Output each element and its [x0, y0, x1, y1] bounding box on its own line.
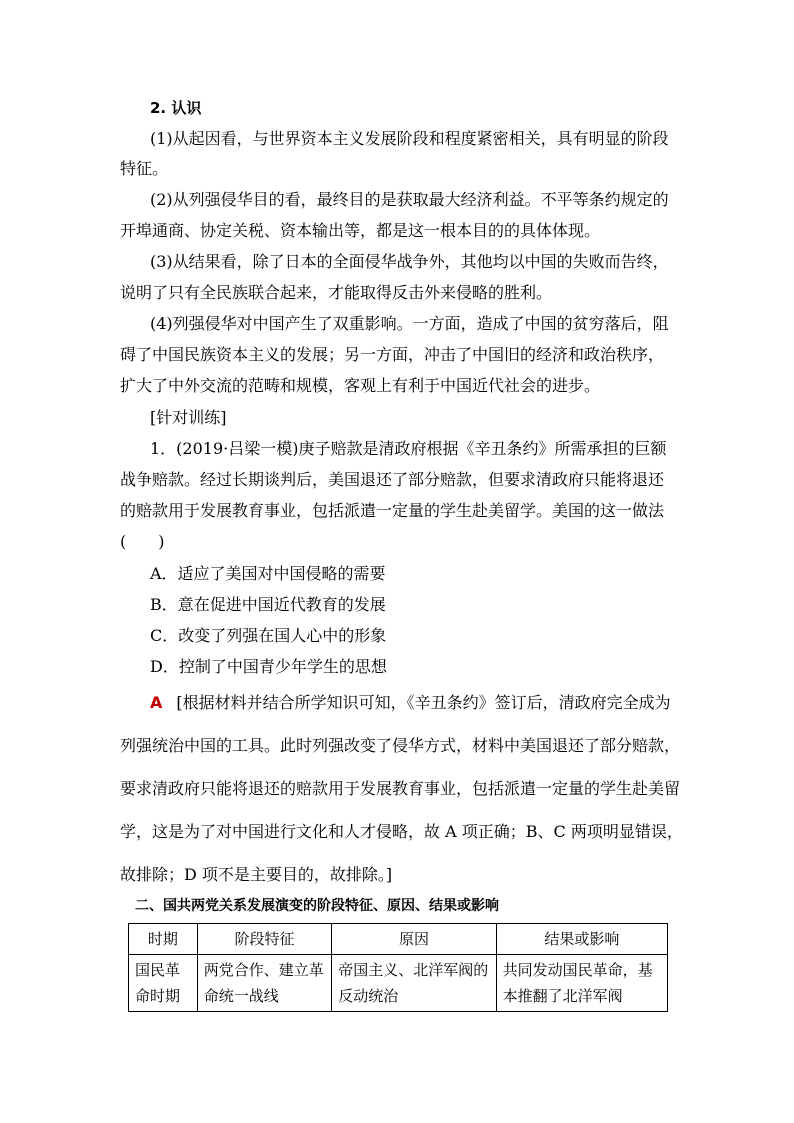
- header-cause: 原因: [332, 924, 496, 955]
- point-3-line-2: 说明了只有全民族联合起来，才能取得反击外来侵略的胜利。: [120, 283, 553, 302]
- point-2-line-1: (2)从列强侵华目的看，最终目的是获取最大经济利益。不平等条约规定的: [150, 190, 669, 209]
- question-line-1: 1．(2019·吕梁一模)庚子赔款是清政府根据《辛丑条约》所需承担的巨额: [150, 439, 667, 458]
- cell-features: 两党合作、建立革命统一战线: [197, 955, 332, 1012]
- question-line-4: ( ): [120, 532, 165, 551]
- answer-line-5: 故排除；D 项不是主要目的，故排除。]: [120, 865, 393, 884]
- point-4-line-1: (4)列强侵华对中国产生了双重影响。一方面，造成了中国的贫穷落后，阻: [150, 314, 669, 333]
- option-d: D．控制了中国青少年学生的思想: [150, 657, 387, 676]
- answer-letter: A: [150, 693, 163, 712]
- answer-line-4: 学，这是为了对中国进行文化和人才侵略，故 A 项正确；B、C 两项明显错误，: [120, 822, 683, 841]
- table-header-row: [129, 924, 668, 955]
- heading-recognition: 2. 认识: [150, 99, 202, 117]
- cell-period: 国民革命时期: [129, 955, 198, 1012]
- answer-line-2: 列强统治中国的工具。此时列强改变了侵华方式，材料中美国退还了部分赔款，: [120, 736, 681, 755]
- option-b: B．意在促进中国近代教育的发展: [150, 595, 386, 614]
- point-3-line-1: (3)从结果看，除了日本的全面侵华战争外，其他均以中国的失败而告终，: [150, 252, 669, 271]
- point-1-line-2: 特征。: [120, 159, 169, 178]
- question-line-2: 战争赔款。经过长期谈判后，美国退还了部分赔款，但要求清政府只能将退还: [120, 470, 665, 489]
- point-1-line-1: (1)从起因看，与世界资本主义发展阶段和程度紧密相关，具有明显的阶段: [150, 129, 669, 148]
- table-row: [129, 955, 668, 1012]
- header-features: 阶段特征: [197, 924, 332, 955]
- answer-line-3: 要求清政府只能将退还的赔款用于发展教育事业，包括派遣一定量的学生赴美留: [120, 779, 681, 798]
- header-result: 结果或影响: [496, 924, 667, 955]
- training-label: [针对训练]: [150, 408, 227, 427]
- point-4-line-2: 碍了中国民族资本主义的发展；另一方面，冲击了中国旧的经济和政治秩序，: [120, 345, 665, 364]
- point-2-line-2: 开埠通商、协定关税、资本输出等，都是这一根本目的的具体体现。: [120, 221, 601, 240]
- option-a: A．适应了美国对中国侵略的需要: [150, 564, 386, 583]
- header-period: 时期: [129, 924, 198, 955]
- answer-line-1: [根据材料并结合所学知识可知，《辛丑条约》签订后，清政府完全成为: [176, 693, 671, 712]
- question-line-3: 的赔款用于发展教育事业，包括派遣一定量的学生赴美留学。美国的这一做法: [120, 501, 665, 520]
- cell-result: 共同发动国民革命，基本推翻了北洋军阀: [496, 955, 667, 1012]
- answer-block-line-1: [150, 693, 710, 713]
- relations-table: [128, 923, 668, 1012]
- option-c: C．改变了列强在国人心中的形象: [150, 626, 387, 645]
- cell-cause: 帝国主义、北洋军阀的反动统治: [332, 955, 496, 1012]
- point-4-line-3: 扩大了中外交流的范畴和规模，客观上有利于中国近代社会的进步。: [120, 376, 601, 395]
- section-two-title: 二、国共两党关系发展演变的阶段特征、原因、结果或影响: [135, 898, 499, 914]
